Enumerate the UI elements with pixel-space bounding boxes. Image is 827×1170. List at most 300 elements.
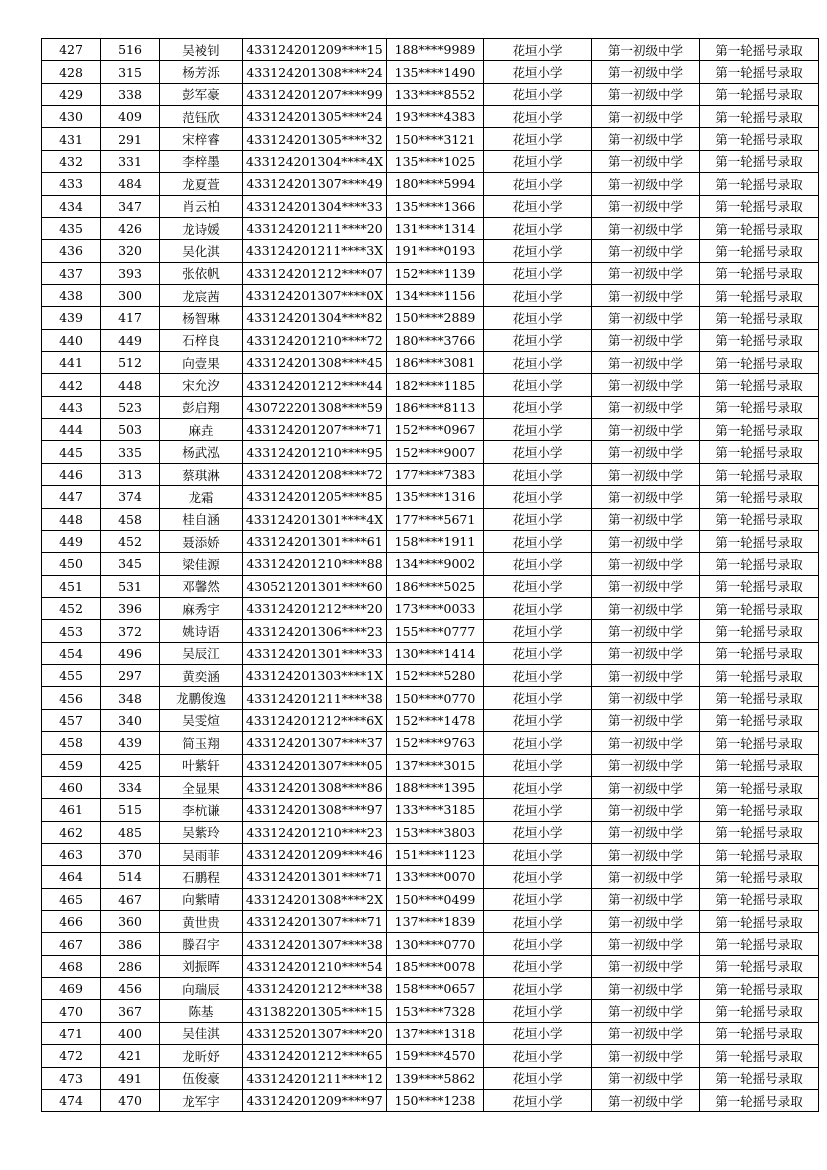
primary-school-cell: 花垣小学 bbox=[484, 1045, 592, 1067]
id-number-cell: 433124201210****72 bbox=[243, 329, 387, 351]
lottery-number-cell: 374 bbox=[101, 486, 160, 508]
admission-status-cell: 第一轮摇号录取 bbox=[700, 776, 819, 798]
table-row bbox=[42, 665, 819, 687]
row-seq-cell: 465 bbox=[42, 888, 101, 910]
admission-status-cell: 第一轮摇号录取 bbox=[700, 620, 819, 642]
row-seq-cell: 432 bbox=[42, 150, 101, 172]
table-row bbox=[42, 866, 819, 888]
middle-school-cell: 第一初级中学 bbox=[592, 307, 700, 329]
primary-school-cell: 花垣小学 bbox=[484, 933, 592, 955]
table-row bbox=[42, 128, 819, 150]
lottery-number-cell: 417 bbox=[101, 307, 160, 329]
id-number-cell: 430722201308****59 bbox=[243, 396, 387, 418]
lottery-number-cell: 291 bbox=[101, 128, 160, 150]
student-name-cell: 范钰欣 bbox=[160, 106, 243, 128]
phone-number-cell: 188****9989 bbox=[387, 39, 484, 61]
middle-school-cell: 第一初级中学 bbox=[592, 1089, 700, 1111]
row-seq-cell: 429 bbox=[42, 83, 101, 105]
id-number-cell: 433124201304****33 bbox=[243, 195, 387, 217]
admission-status-cell: 第一轮摇号录取 bbox=[700, 821, 819, 843]
primary-school-cell: 花垣小学 bbox=[484, 419, 592, 441]
student-name-cell: 叶紫轩 bbox=[160, 754, 243, 776]
lottery-number-cell: 512 bbox=[101, 352, 160, 374]
id-number-cell: 433124201307****05 bbox=[243, 754, 387, 776]
row-seq-cell: 427 bbox=[42, 39, 101, 61]
lottery-number-cell: 315 bbox=[101, 61, 160, 83]
phone-number-cell: 180****3766 bbox=[387, 329, 484, 351]
admission-status-cell: 第一轮摇号录取 bbox=[700, 307, 819, 329]
middle-school-cell: 第一初级中学 bbox=[592, 419, 700, 441]
primary-school-cell: 花垣小学 bbox=[484, 486, 592, 508]
table-row bbox=[42, 61, 819, 83]
table-row bbox=[42, 709, 819, 731]
lottery-number-cell: 458 bbox=[101, 508, 160, 530]
student-name-cell: 李梓墨 bbox=[160, 150, 243, 172]
middle-school-cell: 第一初级中学 bbox=[592, 1022, 700, 1044]
lottery-number-cell: 347 bbox=[101, 195, 160, 217]
student-name-cell: 简玉翔 bbox=[160, 732, 243, 754]
phone-number-cell: 158****1911 bbox=[387, 530, 484, 552]
lottery-number-cell: 452 bbox=[101, 530, 160, 552]
student-name-cell: 李杭谦 bbox=[160, 799, 243, 821]
id-number-cell: 433124201304****4X bbox=[243, 150, 387, 172]
student-name-cell: 吴紫玲 bbox=[160, 821, 243, 843]
id-number-cell: 433124201301****61 bbox=[243, 530, 387, 552]
row-seq-cell: 464 bbox=[42, 866, 101, 888]
admission-status-cell: 第一轮摇号录取 bbox=[700, 83, 819, 105]
admission-status-cell: 第一轮摇号录取 bbox=[700, 217, 819, 239]
row-seq-cell: 474 bbox=[42, 1089, 101, 1111]
row-seq-cell: 467 bbox=[42, 933, 101, 955]
id-number-cell: 433124201308****24 bbox=[243, 61, 387, 83]
table-row bbox=[42, 642, 819, 664]
row-seq-cell: 450 bbox=[42, 553, 101, 575]
row-seq-cell: 433 bbox=[42, 173, 101, 195]
student-name-cell: 麻垚 bbox=[160, 419, 243, 441]
table-row bbox=[42, 441, 819, 463]
row-seq-cell: 461 bbox=[42, 799, 101, 821]
middle-school-cell: 第一初级中学 bbox=[592, 821, 700, 843]
primary-school-cell: 花垣小学 bbox=[484, 396, 592, 418]
table-row bbox=[42, 150, 819, 172]
admission-status-cell: 第一轮摇号录取 bbox=[700, 754, 819, 776]
table-row bbox=[42, 978, 819, 1000]
phone-number-cell: 150****1238 bbox=[387, 1089, 484, 1111]
id-number-cell: 433124201212****44 bbox=[243, 374, 387, 396]
id-number-cell: 433124201210****54 bbox=[243, 955, 387, 977]
student-name-cell: 向壹果 bbox=[160, 352, 243, 374]
admission-status-cell: 第一轮摇号录取 bbox=[700, 463, 819, 485]
middle-school-cell: 第一初级中学 bbox=[592, 508, 700, 530]
student-name-cell: 石梓良 bbox=[160, 329, 243, 351]
row-seq-cell: 466 bbox=[42, 911, 101, 933]
primary-school-cell: 花垣小学 bbox=[484, 709, 592, 731]
id-number-cell: 433124201301****71 bbox=[243, 866, 387, 888]
primary-school-cell: 花垣小学 bbox=[484, 441, 592, 463]
primary-school-cell: 花垣小学 bbox=[484, 128, 592, 150]
admission-results-table bbox=[41, 38, 819, 1112]
primary-school-cell: 花垣小学 bbox=[484, 352, 592, 374]
table-row bbox=[42, 754, 819, 776]
admission-status-cell: 第一轮摇号录取 bbox=[700, 150, 819, 172]
admission-status-cell: 第一轮摇号录取 bbox=[700, 39, 819, 61]
row-seq-cell: 428 bbox=[42, 61, 101, 83]
student-name-cell: 杨武泓 bbox=[160, 441, 243, 463]
id-number-cell: 433124201210****88 bbox=[243, 553, 387, 575]
primary-school-cell: 花垣小学 bbox=[484, 463, 592, 485]
primary-school-cell: 花垣小学 bbox=[484, 553, 592, 575]
id-number-cell: 433124201210****23 bbox=[243, 821, 387, 843]
middle-school-cell: 第一初级中学 bbox=[592, 933, 700, 955]
row-seq-cell: 440 bbox=[42, 329, 101, 351]
primary-school-cell: 花垣小学 bbox=[484, 575, 592, 597]
primary-school-cell: 花垣小学 bbox=[484, 665, 592, 687]
phone-number-cell: 153****7328 bbox=[387, 1000, 484, 1022]
middle-school-cell: 第一初级中学 bbox=[592, 61, 700, 83]
student-name-cell: 彭启翔 bbox=[160, 396, 243, 418]
middle-school-cell: 第一初级中学 bbox=[592, 732, 700, 754]
primary-school-cell: 花垣小学 bbox=[484, 866, 592, 888]
id-number-cell: 433124201308****2X bbox=[243, 888, 387, 910]
middle-school-cell: 第一初级中学 bbox=[592, 530, 700, 552]
middle-school-cell: 第一初级中学 bbox=[592, 687, 700, 709]
middle-school-cell: 第一初级中学 bbox=[592, 128, 700, 150]
student-name-cell: 龙鹏俊逸 bbox=[160, 687, 243, 709]
row-seq-cell: 443 bbox=[42, 396, 101, 418]
student-name-cell: 龙霜 bbox=[160, 486, 243, 508]
id-number-cell: 433124201305****24 bbox=[243, 106, 387, 128]
table-row bbox=[42, 419, 819, 441]
admission-status-cell: 第一轮摇号录取 bbox=[700, 284, 819, 306]
row-seq-cell: 459 bbox=[42, 754, 101, 776]
lottery-number-cell: 360 bbox=[101, 911, 160, 933]
student-name-cell: 龙昕妤 bbox=[160, 1045, 243, 1067]
row-seq-cell: 468 bbox=[42, 955, 101, 977]
primary-school-cell: 花垣小学 bbox=[484, 978, 592, 1000]
primary-school-cell: 花垣小学 bbox=[484, 39, 592, 61]
student-name-cell: 杨芳泺 bbox=[160, 61, 243, 83]
phone-number-cell: 152****9007 bbox=[387, 441, 484, 463]
phone-number-cell: 152****1478 bbox=[387, 709, 484, 731]
table-row bbox=[42, 1000, 819, 1022]
phone-number-cell: 158****0657 bbox=[387, 978, 484, 1000]
student-name-cell: 全显果 bbox=[160, 776, 243, 798]
middle-school-cell: 第一初级中学 bbox=[592, 709, 700, 731]
table-row bbox=[42, 843, 819, 865]
middle-school-cell: 第一初级中学 bbox=[592, 866, 700, 888]
middle-school-cell: 第一初级中学 bbox=[592, 150, 700, 172]
admission-status-cell: 第一轮摇号录取 bbox=[700, 486, 819, 508]
phone-number-cell: 135****1316 bbox=[387, 486, 484, 508]
middle-school-cell: 第一初级中学 bbox=[592, 83, 700, 105]
middle-school-cell: 第一初级中学 bbox=[592, 217, 700, 239]
id-number-cell: 433124201207****71 bbox=[243, 419, 387, 441]
table-row bbox=[42, 508, 819, 530]
middle-school-cell: 第一初级中学 bbox=[592, 911, 700, 933]
admission-status-cell: 第一轮摇号录取 bbox=[700, 173, 819, 195]
student-name-cell: 姚诗语 bbox=[160, 620, 243, 642]
admission-status-cell: 第一轮摇号录取 bbox=[700, 262, 819, 284]
phone-number-cell: 152****0967 bbox=[387, 419, 484, 441]
primary-school-cell: 花垣小学 bbox=[484, 620, 592, 642]
student-name-cell: 吴辰江 bbox=[160, 642, 243, 664]
lottery-number-cell: 340 bbox=[101, 709, 160, 731]
admission-status-cell: 第一轮摇号录取 bbox=[700, 709, 819, 731]
middle-school-cell: 第一初级中学 bbox=[592, 240, 700, 262]
table-row bbox=[42, 955, 819, 977]
table-row bbox=[42, 687, 819, 709]
middle-school-cell: 第一初级中学 bbox=[592, 329, 700, 351]
id-number-cell: 433124201211****12 bbox=[243, 1067, 387, 1089]
id-number-cell: 433124201212****20 bbox=[243, 597, 387, 619]
phone-number-cell: 159****4570 bbox=[387, 1045, 484, 1067]
lottery-number-cell: 439 bbox=[101, 732, 160, 754]
student-name-cell: 伍俊豪 bbox=[160, 1067, 243, 1089]
id-number-cell: 433124201307****0X bbox=[243, 284, 387, 306]
middle-school-cell: 第一初级中学 bbox=[592, 888, 700, 910]
lottery-number-cell: 345 bbox=[101, 553, 160, 575]
student-name-cell: 向紫晴 bbox=[160, 888, 243, 910]
id-number-cell: 433124201212****38 bbox=[243, 978, 387, 1000]
id-number-cell: 433124201307****38 bbox=[243, 933, 387, 955]
phone-number-cell: 155****0777 bbox=[387, 620, 484, 642]
lottery-number-cell: 396 bbox=[101, 597, 160, 619]
middle-school-cell: 第一初级中学 bbox=[592, 262, 700, 284]
middle-school-cell: 第一初级中学 bbox=[592, 665, 700, 687]
id-number-cell: 433124201212****07 bbox=[243, 262, 387, 284]
phone-number-cell: 173****0033 bbox=[387, 597, 484, 619]
row-seq-cell: 444 bbox=[42, 419, 101, 441]
middle-school-cell: 第一初级中学 bbox=[592, 642, 700, 664]
middle-school-cell: 第一初级中学 bbox=[592, 463, 700, 485]
primary-school-cell: 花垣小学 bbox=[484, 150, 592, 172]
primary-school-cell: 花垣小学 bbox=[484, 374, 592, 396]
id-number-cell: 430521201301****60 bbox=[243, 575, 387, 597]
middle-school-cell: 第一初级中学 bbox=[592, 597, 700, 619]
id-number-cell: 433124201211****20 bbox=[243, 217, 387, 239]
primary-school-cell: 花垣小学 bbox=[484, 530, 592, 552]
row-seq-cell: 460 bbox=[42, 776, 101, 798]
row-seq-cell: 454 bbox=[42, 642, 101, 664]
middle-school-cell: 第一初级中学 bbox=[592, 754, 700, 776]
table-row bbox=[42, 486, 819, 508]
row-seq-cell: 441 bbox=[42, 352, 101, 374]
lottery-number-cell: 503 bbox=[101, 419, 160, 441]
lottery-number-cell: 456 bbox=[101, 978, 160, 1000]
id-number-cell: 433124201301****33 bbox=[243, 642, 387, 664]
phone-number-cell: 177****7383 bbox=[387, 463, 484, 485]
student-name-cell: 杨智琳 bbox=[160, 307, 243, 329]
id-number-cell: 433124201308****45 bbox=[243, 352, 387, 374]
student-name-cell: 张依帆 bbox=[160, 262, 243, 284]
admission-status-cell: 第一轮摇号录取 bbox=[700, 843, 819, 865]
student-name-cell: 吴佳淇 bbox=[160, 1022, 243, 1044]
lottery-number-cell: 334 bbox=[101, 776, 160, 798]
student-name-cell: 彭军豪 bbox=[160, 83, 243, 105]
lottery-number-cell: 421 bbox=[101, 1045, 160, 1067]
admission-status-cell: 第一轮摇号录取 bbox=[700, 597, 819, 619]
id-number-cell: 433124201207****99 bbox=[243, 83, 387, 105]
middle-school-cell: 第一初级中学 bbox=[592, 620, 700, 642]
row-seq-cell: 437 bbox=[42, 262, 101, 284]
admission-status-cell: 第一轮摇号录取 bbox=[700, 933, 819, 955]
admission-status-cell: 第一轮摇号录取 bbox=[700, 329, 819, 351]
row-seq-cell: 434 bbox=[42, 195, 101, 217]
id-number-cell: 433124201205****85 bbox=[243, 486, 387, 508]
lottery-number-cell: 400 bbox=[101, 1022, 160, 1044]
middle-school-cell: 第一初级中学 bbox=[592, 1067, 700, 1089]
row-seq-cell: 445 bbox=[42, 441, 101, 463]
lottery-number-cell: 367 bbox=[101, 1000, 160, 1022]
admission-status-cell: 第一轮摇号录取 bbox=[700, 419, 819, 441]
id-number-cell: 431382201305****15 bbox=[243, 1000, 387, 1022]
student-name-cell: 邓馨然 bbox=[160, 575, 243, 597]
table-row bbox=[42, 106, 819, 128]
lottery-number-cell: 338 bbox=[101, 83, 160, 105]
id-number-cell: 433124201307****37 bbox=[243, 732, 387, 754]
student-name-cell: 肖云柏 bbox=[160, 195, 243, 217]
lottery-number-cell: 467 bbox=[101, 888, 160, 910]
middle-school-cell: 第一初级中学 bbox=[592, 173, 700, 195]
lottery-number-cell: 514 bbox=[101, 866, 160, 888]
student-name-cell: 宋允汐 bbox=[160, 374, 243, 396]
row-seq-cell: 470 bbox=[42, 1000, 101, 1022]
student-name-cell: 宋梓睿 bbox=[160, 128, 243, 150]
admission-status-cell: 第一轮摇号录取 bbox=[700, 732, 819, 754]
lottery-number-cell: 286 bbox=[101, 955, 160, 977]
id-number-cell: 433124201212****6X bbox=[243, 709, 387, 731]
phone-number-cell: 133****3185 bbox=[387, 799, 484, 821]
middle-school-cell: 第一初级中学 bbox=[592, 441, 700, 463]
student-name-cell: 吴雨菲 bbox=[160, 843, 243, 865]
middle-school-cell: 第一初级中学 bbox=[592, 1000, 700, 1022]
primary-school-cell: 花垣小学 bbox=[484, 106, 592, 128]
primary-school-cell: 花垣小学 bbox=[484, 821, 592, 843]
admission-status-cell: 第一轮摇号录取 bbox=[700, 352, 819, 374]
phone-number-cell: 150****0499 bbox=[387, 888, 484, 910]
admission-status-cell: 第一轮摇号录取 bbox=[700, 665, 819, 687]
middle-school-cell: 第一初级中学 bbox=[592, 553, 700, 575]
row-seq-cell: 438 bbox=[42, 284, 101, 306]
row-seq-cell: 455 bbox=[42, 665, 101, 687]
primary-school-cell: 花垣小学 bbox=[484, 911, 592, 933]
lottery-number-cell: 470 bbox=[101, 1089, 160, 1111]
middle-school-cell: 第一初级中学 bbox=[592, 195, 700, 217]
row-seq-cell: 452 bbox=[42, 597, 101, 619]
row-seq-cell: 457 bbox=[42, 709, 101, 731]
phone-number-cell: 135****1025 bbox=[387, 150, 484, 172]
lottery-number-cell: 348 bbox=[101, 687, 160, 709]
phone-number-cell: 137****3015 bbox=[387, 754, 484, 776]
lottery-number-cell: 386 bbox=[101, 933, 160, 955]
primary-school-cell: 花垣小学 bbox=[484, 83, 592, 105]
student-name-cell: 梁佳源 bbox=[160, 553, 243, 575]
primary-school-cell: 花垣小学 bbox=[484, 843, 592, 865]
row-seq-cell: 463 bbox=[42, 843, 101, 865]
id-number-cell: 433124201209****15 bbox=[243, 39, 387, 61]
table-row bbox=[42, 374, 819, 396]
primary-school-cell: 花垣小学 bbox=[484, 799, 592, 821]
middle-school-cell: 第一初级中学 bbox=[592, 776, 700, 798]
table-row bbox=[42, 911, 819, 933]
table-row bbox=[42, 530, 819, 552]
table-row bbox=[42, 307, 819, 329]
phone-number-cell: 130****0770 bbox=[387, 933, 484, 955]
primary-school-cell: 花垣小学 bbox=[484, 642, 592, 664]
primary-school-cell: 花垣小学 bbox=[484, 284, 592, 306]
phone-number-cell: 152****9763 bbox=[387, 732, 484, 754]
id-number-cell: 433124201208****72 bbox=[243, 463, 387, 485]
student-name-cell: 龙宸茜 bbox=[160, 284, 243, 306]
admission-status-cell: 第一轮摇号录取 bbox=[700, 530, 819, 552]
row-seq-cell: 448 bbox=[42, 508, 101, 530]
table-row bbox=[42, 888, 819, 910]
id-number-cell: 433124201210****95 bbox=[243, 441, 387, 463]
admission-status-cell: 第一轮摇号录取 bbox=[700, 441, 819, 463]
lottery-number-cell: 370 bbox=[101, 843, 160, 865]
table-row bbox=[42, 575, 819, 597]
row-seq-cell: 456 bbox=[42, 687, 101, 709]
student-name-cell: 滕召宇 bbox=[160, 933, 243, 955]
table-row bbox=[42, 553, 819, 575]
primary-school-cell: 花垣小学 bbox=[484, 1089, 592, 1111]
id-number-cell: 433125201307****20 bbox=[243, 1022, 387, 1044]
primary-school-cell: 花垣小学 bbox=[484, 240, 592, 262]
lottery-number-cell: 425 bbox=[101, 754, 160, 776]
row-seq-cell: 436 bbox=[42, 240, 101, 262]
primary-school-cell: 花垣小学 bbox=[484, 597, 592, 619]
id-number-cell: 433124201211****38 bbox=[243, 687, 387, 709]
id-number-cell: 433124201306****23 bbox=[243, 620, 387, 642]
student-name-cell: 吴雯煊 bbox=[160, 709, 243, 731]
admission-status-cell: 第一轮摇号录取 bbox=[700, 1045, 819, 1067]
primary-school-cell: 花垣小学 bbox=[484, 217, 592, 239]
phone-number-cell: 150****0770 bbox=[387, 687, 484, 709]
row-seq-cell: 472 bbox=[42, 1045, 101, 1067]
table-row bbox=[42, 1067, 819, 1089]
row-seq-cell: 435 bbox=[42, 217, 101, 239]
student-name-cell: 陈基 bbox=[160, 1000, 243, 1022]
middle-school-cell: 第一初级中学 bbox=[592, 352, 700, 374]
row-seq-cell: 462 bbox=[42, 821, 101, 843]
student-name-cell: 刘振晖 bbox=[160, 955, 243, 977]
id-number-cell: 433124201211****3X bbox=[243, 240, 387, 262]
admission-status-cell: 第一轮摇号录取 bbox=[700, 396, 819, 418]
row-seq-cell: 451 bbox=[42, 575, 101, 597]
primary-school-cell: 花垣小学 bbox=[484, 508, 592, 530]
table-row bbox=[42, 284, 819, 306]
primary-school-cell: 花垣小学 bbox=[484, 262, 592, 284]
lottery-number-cell: 484 bbox=[101, 173, 160, 195]
primary-school-cell: 花垣小学 bbox=[484, 1067, 592, 1089]
table-row bbox=[42, 396, 819, 418]
middle-school-cell: 第一初级中学 bbox=[592, 955, 700, 977]
admission-status-cell: 第一轮摇号录取 bbox=[700, 553, 819, 575]
student-name-cell: 龙诗媛 bbox=[160, 217, 243, 239]
student-name-cell: 聂添娇 bbox=[160, 530, 243, 552]
admission-status-cell: 第一轮摇号录取 bbox=[700, 955, 819, 977]
table-row bbox=[42, 83, 819, 105]
admission-status-cell: 第一轮摇号录取 bbox=[700, 978, 819, 1000]
lottery-number-cell: 297 bbox=[101, 665, 160, 687]
table-row bbox=[42, 732, 819, 754]
row-seq-cell: 469 bbox=[42, 978, 101, 1000]
primary-school-cell: 花垣小学 bbox=[484, 776, 592, 798]
id-number-cell: 433124201212****65 bbox=[243, 1045, 387, 1067]
phone-number-cell: 186****3081 bbox=[387, 352, 484, 374]
admission-status-cell: 第一轮摇号录取 bbox=[700, 866, 819, 888]
table-row bbox=[42, 799, 819, 821]
